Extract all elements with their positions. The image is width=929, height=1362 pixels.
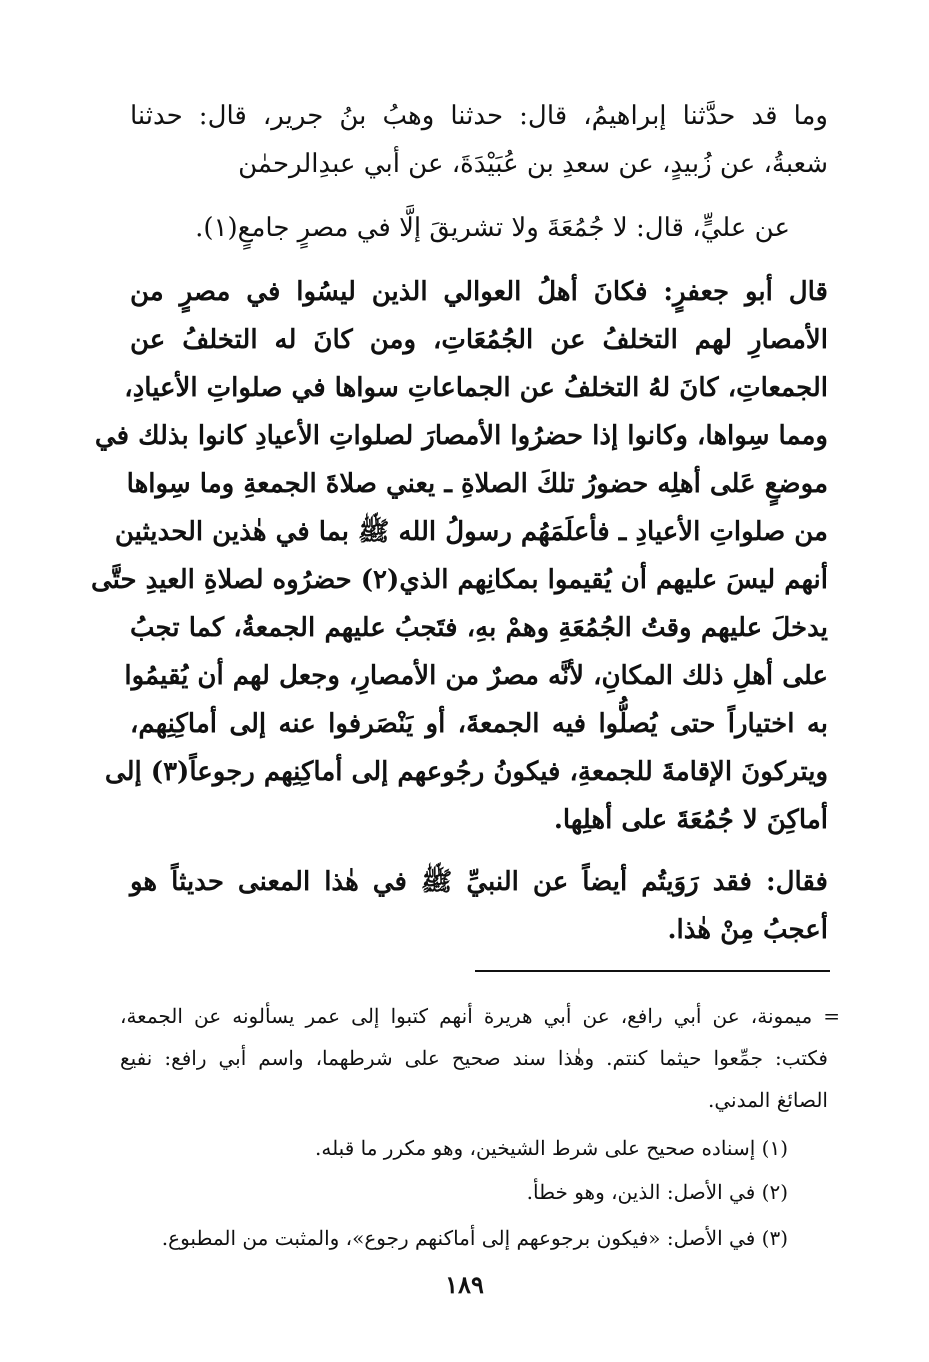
body-line: الجمعاتِ، كانَ لهُ التخلفُ عن الجماعاتِ سواها في صلواتِ الأعيادِ،	[124, 373, 828, 403]
footnote-line: (١) إسناده صحيح على شرط الشيخين، وهو مكرر ما قبله.	[314, 1136, 788, 1160]
body-line: ويتركونَ الإقامةَ للجمعةِ، فيكونُ رجُوعهم إلى أماكِنِهم رجوعاً(٣) إلى	[104, 757, 828, 787]
footnote-line: فكتب: جمِّعوا حيثما كنتم. وهٰذا سند صحيح على شرطهما، واسم أبي رافع: نفيع	[120, 1046, 828, 1070]
footnote-line: الصائغ المدني.	[708, 1088, 828, 1112]
body-line: الأمصارِ لهم التخلفُ عن الجُمُعَاتِ، ومن كانَ له التخلفُ عن	[130, 325, 828, 355]
body-line: به اختياراً حتى يُصلُّوا فيه الجمعةَ، أو يَنْصَرفوا عنه إلى أماكِنِهم،	[130, 709, 828, 739]
body-line: وما قد حدَّثنا إبراهيمُ، قال: حدثنا وهبُ بنُ جرير، قال: حدثنا	[130, 101, 828, 131]
body-line: شعبةُ، عن زُبيدٍ، عن سعدِ بن عُبَيْدَةَ، عن أبي عبدِالرحمٰن	[238, 149, 828, 179]
page-number: ١٨٩	[445, 1270, 484, 1299]
body-line: عن عليٍّ، قال: لا جُمُعَةَ ولا تشريقَ إلَّا في مصرٍ جامعٍ(١).	[195, 213, 790, 243]
body-line: يدخلَ عليهم وقتُ الجُمُعَةِ وهمْ بهِ، فتَجبُ عليهم الجمعةُ، كما تجبُ	[130, 613, 828, 643]
body-line: أماكِنَ لا جُمُعَةَ على أهلِها.	[553, 805, 828, 835]
body-line: فقال: فقد رَوَيتُم أيضاً عن النبيِّ ﷺ في هٰذا المعنى حديثاً هو	[130, 867, 828, 897]
body-line: ومما سِواها، وكانوا إذا حضرُوا الأمصارَ لصلواتِ الأعيادِ كانوا بذلك في	[94, 421, 828, 451]
body-line: من صلواتِ الأعيادِ ـ فأعلَمَهُم رسولُ الله ﷺ بما في هٰذين الحديثين	[114, 517, 828, 547]
body-line: أنهم ليسَ عليهم أن يُقيموا بمكانِهم الذي(٢) حضرُوه لصلاةِ العيدِ حتَّى	[91, 565, 828, 595]
body-line: موضعٍ عَلى أهلِه حضورُ تلكَ الصلاةِ ـ يعني صلاةَ الجمعةِ وما سِواها	[126, 469, 828, 499]
footnote-separator	[475, 970, 830, 972]
body-line: على أهلِ ذلك المكانِ، لأنَّه مصرٌ من الأمصارِ، وجعل لهم أن يُقيمُوا	[124, 661, 828, 691]
footnote-line: = ميمونة، عن أبي رافع، عن أبي هريرة أنهم كتبوا إلى عمر يسألونه عن الجمعة،	[120, 1004, 840, 1028]
footnote-line: (٢) في الأصل: الذين، وهو خطأ.	[526, 1180, 788, 1204]
body-line: قال أبو جعفرٍ: فكانَ أهلُ العوالي الذين ليسُوا في مصرٍ من	[130, 277, 828, 307]
footnote-line: (٣) في الأصل: «فيكون برجوعهم إلى أماكنهم رجوع»، والمثبت من المطبوع.	[161, 1226, 788, 1250]
body-line: أعجبُ مِنْ هٰذا.	[667, 915, 828, 945]
